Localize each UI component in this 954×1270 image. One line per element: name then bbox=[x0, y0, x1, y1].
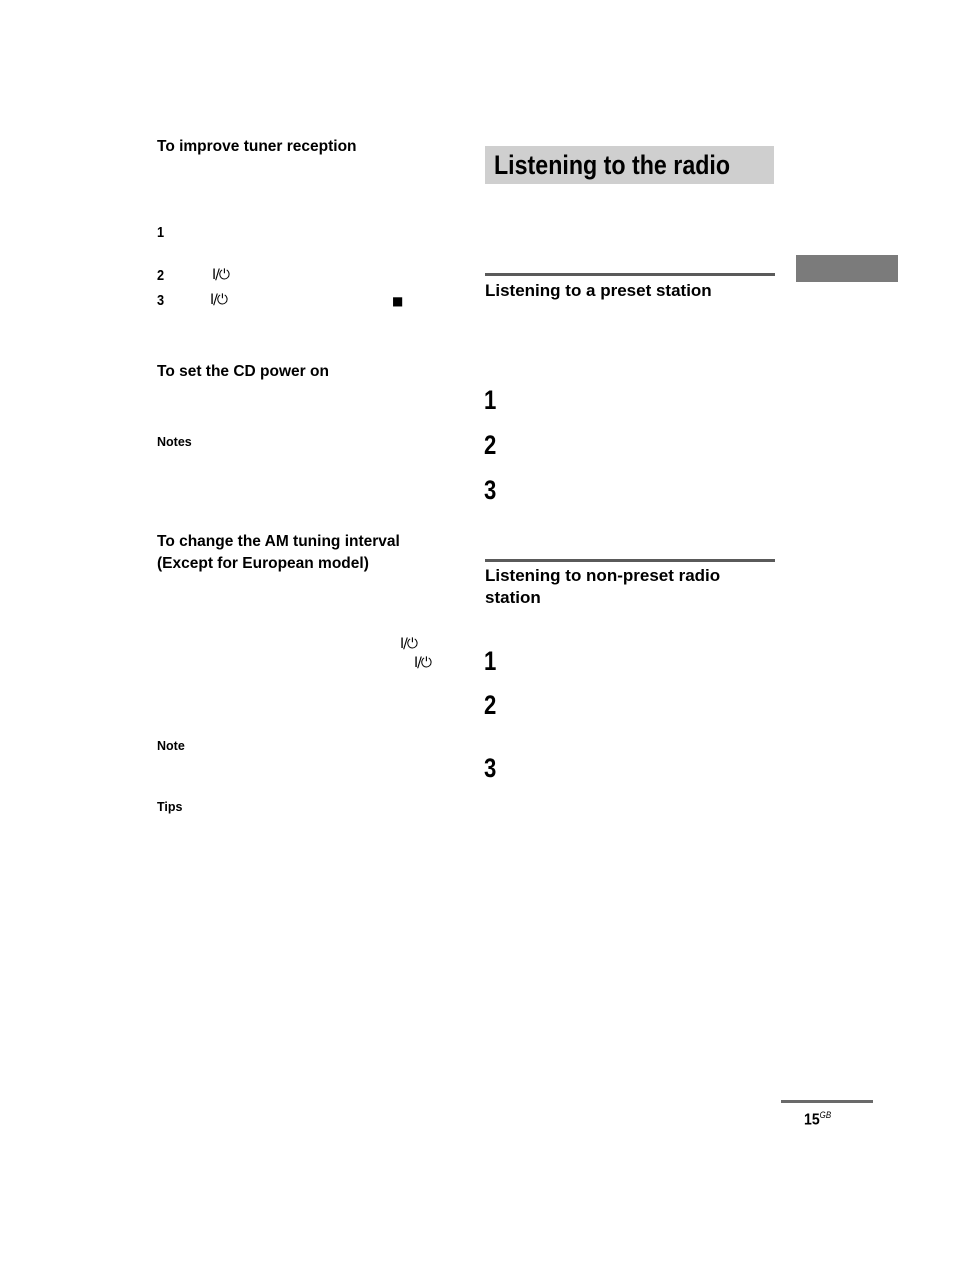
step-number-3: 3 bbox=[157, 292, 165, 309]
step-number-1: 1 bbox=[157, 224, 165, 241]
power-icon: I/⏻ bbox=[414, 655, 431, 671]
nonpreset-step-1: 1 bbox=[484, 646, 497, 676]
nonpreset-station-heading: Listening to non-preset radio station bbox=[485, 566, 721, 607]
section-divider bbox=[485, 273, 775, 276]
page-number-suffix: GB bbox=[819, 1110, 832, 1120]
cd-power-heading: To set the CD power on bbox=[157, 363, 329, 380]
notes-heading: Notes bbox=[157, 435, 192, 449]
stop-icon: ■ bbox=[392, 294, 404, 308]
nonpreset-step-3: 3 bbox=[484, 753, 497, 783]
power-icon: I/⏻ bbox=[212, 267, 229, 283]
preset-step-3: 3 bbox=[484, 475, 497, 505]
power-icon: I/⏻ bbox=[210, 292, 227, 308]
nonpreset-step-2: 2 bbox=[484, 690, 497, 720]
section-title: Listening to the radio bbox=[494, 150, 731, 180]
page-number bbox=[804, 1110, 831, 1129]
tuner-reception-heading: To improve tuner reception bbox=[157, 138, 357, 155]
section-divider bbox=[485, 559, 775, 562]
step-number-2: 2 bbox=[157, 267, 165, 284]
am-interval-heading: To change the AM tuning interval (Except for European model) bbox=[157, 533, 400, 572]
preset-station-heading: Listening to a preset station bbox=[485, 281, 712, 300]
power-icon: I/⏻ bbox=[400, 636, 417, 652]
preset-step-1: 1 bbox=[484, 385, 497, 415]
chapter-tab bbox=[796, 255, 898, 282]
note-heading: Note bbox=[157, 739, 185, 753]
tips-heading: Tips bbox=[157, 800, 183, 814]
page-number-value: 15 bbox=[804, 1111, 820, 1129]
preset-step-2: 2 bbox=[484, 430, 497, 460]
footer-rule bbox=[781, 1100, 873, 1103]
